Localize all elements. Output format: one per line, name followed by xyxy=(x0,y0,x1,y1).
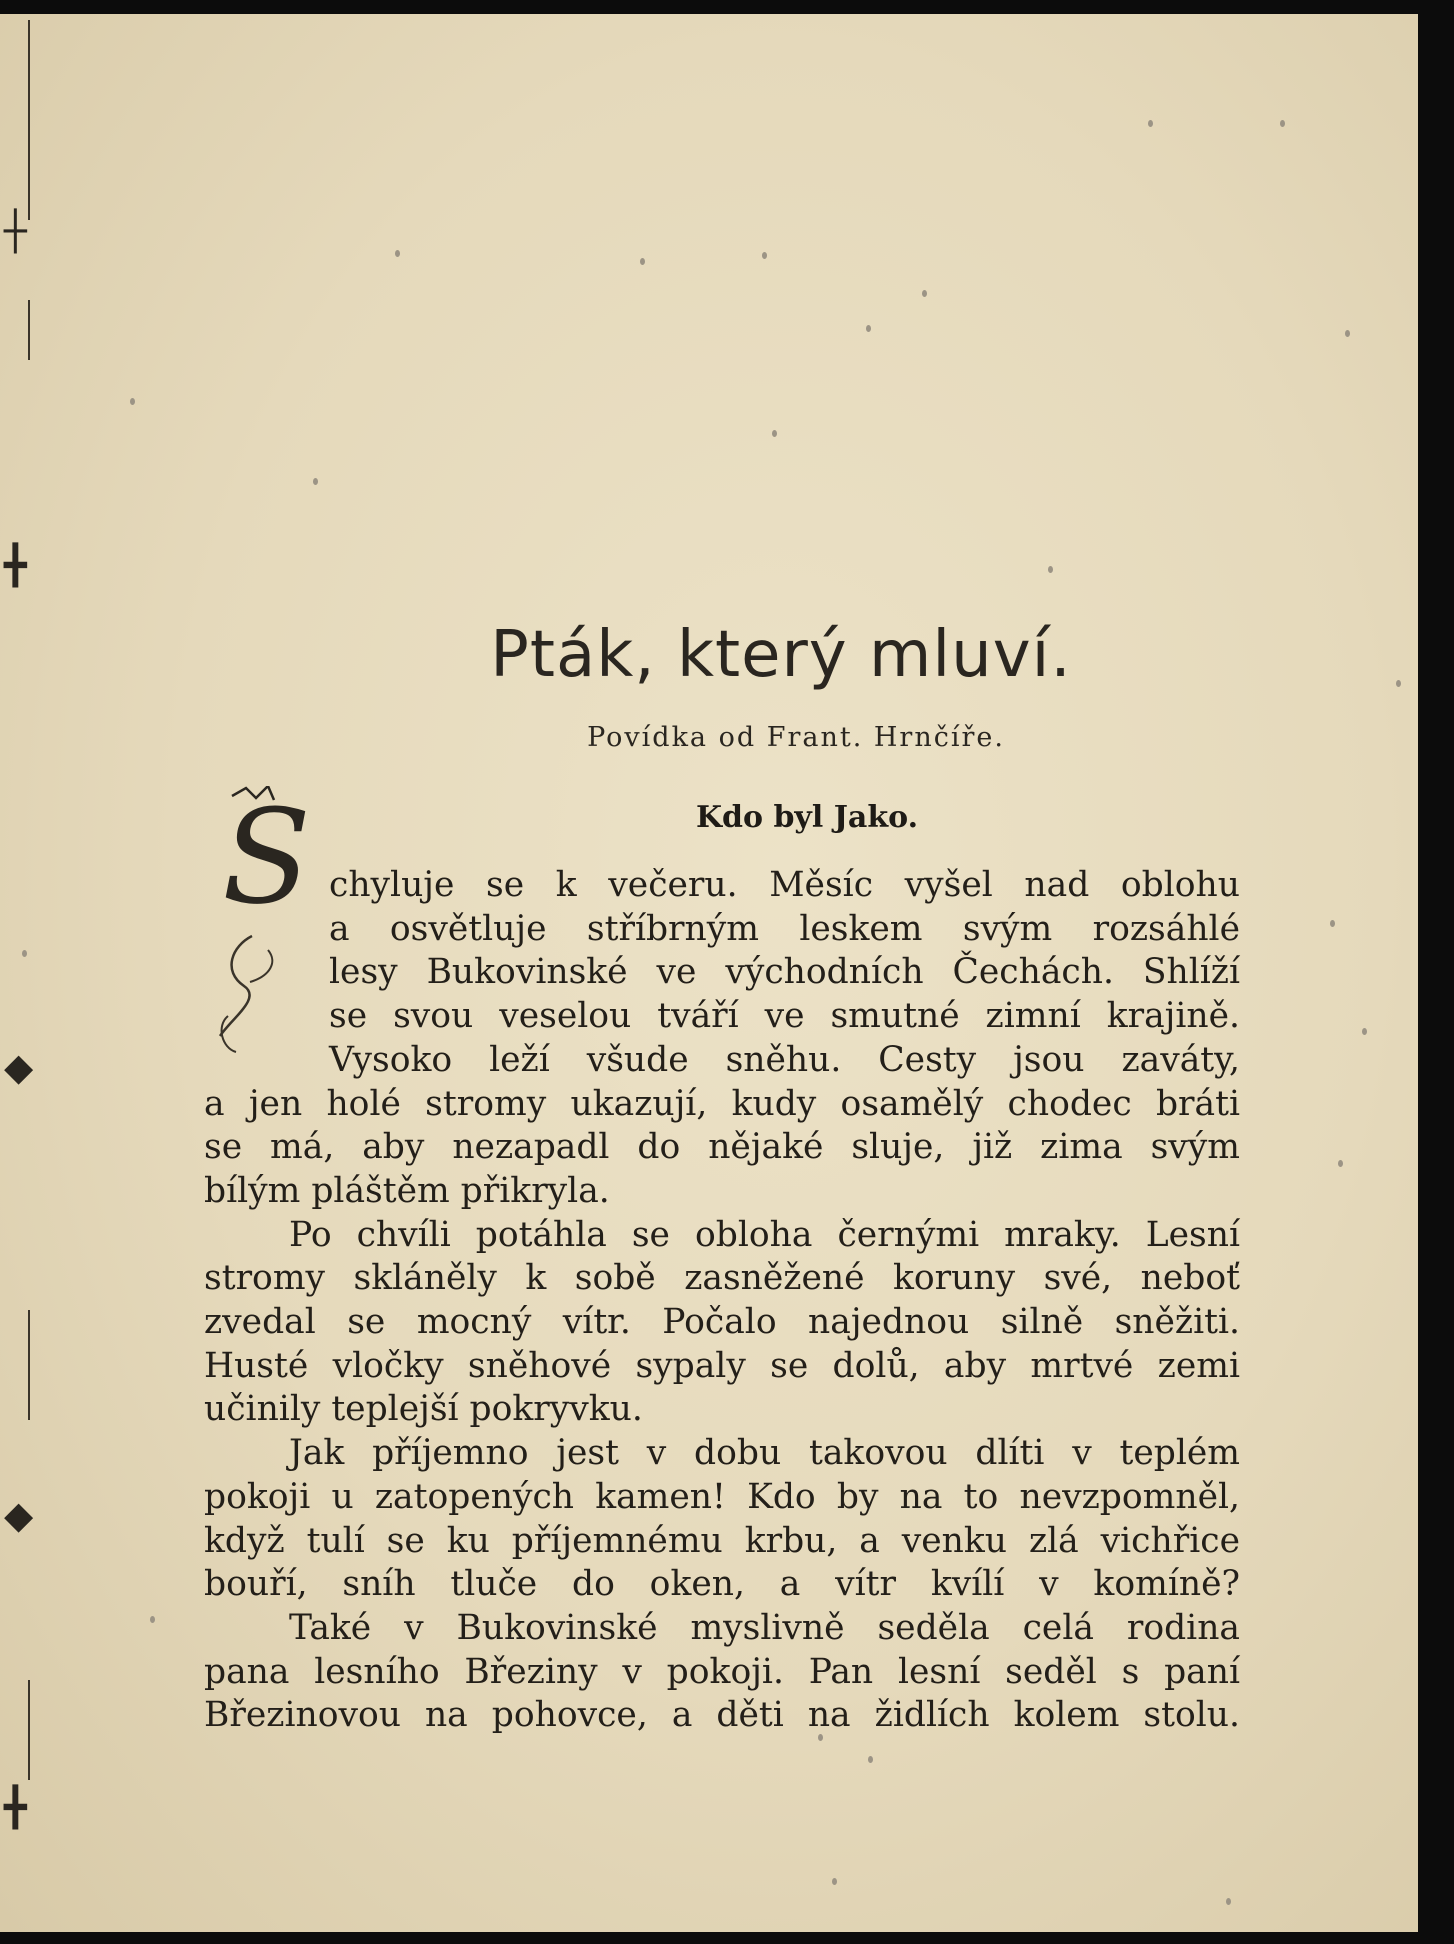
text-line: Vysoko leží všude sněhu. Cesty jsou zaváty, xyxy=(329,1039,1240,1080)
text-line: když tulí se ku příjemnému krbu, a venku zlá vichřice xyxy=(204,1520,1240,1561)
paper-speck xyxy=(868,1756,873,1763)
text-line: učinily teplejší pokryvku. xyxy=(204,1389,643,1430)
text-line: stromy skláněly k sobě zasněžené koruny své, neboť xyxy=(204,1258,1240,1299)
scan-border-right xyxy=(1418,0,1454,1944)
text-line: Také v Bukovinské myslivně seděla celá rodina xyxy=(289,1607,1240,1648)
binding-mark-icon: ◆ xyxy=(4,1493,34,1537)
text-line: a jen holé stromy ukazují, kudy osamělý chodec bráti xyxy=(204,1083,1240,1124)
paper-speck xyxy=(1362,1028,1367,1035)
text-line: pokoji u zatopených kamen! Kdo by na to nevzpomněl, xyxy=(204,1476,1240,1517)
paper-speck xyxy=(1345,330,1350,337)
text-line: a osvětluje stříbrným leskem svým rozsáhlé xyxy=(329,908,1240,949)
binding-mark-icon: ┼ xyxy=(4,209,27,253)
binding-mark-icon: ╋ xyxy=(4,543,27,587)
paper-speck xyxy=(150,1616,155,1623)
text-line: bílým pláštěm přikryla. xyxy=(204,1170,610,1211)
binding-line xyxy=(28,1310,30,1420)
story-byline: Povídka od Frant. Hrnčíře. xyxy=(587,722,1005,753)
text-line: chyluje se k večeru. Měsíc vyšel nad oblohu xyxy=(329,865,1240,905)
paper-speck xyxy=(762,252,767,259)
text-line: bouří, sníh tluče do oken, a vítr kvílí v komíně? xyxy=(204,1564,1240,1605)
text-line: Po chvíli potáhla se obloha černými mraky. Lesní xyxy=(289,1214,1240,1255)
paper-speck xyxy=(640,258,645,265)
text-line: se svou veselou tváří ve smutné zimní krajině. xyxy=(329,996,1240,1037)
scan-border-top xyxy=(0,0,1454,14)
paper-speck xyxy=(922,290,927,297)
binding-line xyxy=(28,20,30,220)
text-line: Jak příjemno jest v dobu takovou dlíti v teplém xyxy=(289,1433,1240,1474)
paper-speck xyxy=(313,478,318,485)
binding-line xyxy=(28,300,30,360)
scan-border-bottom xyxy=(0,1932,1454,1944)
binding-mark-icon: ◆ xyxy=(4,1045,34,1089)
paper-speck xyxy=(866,325,871,332)
story-body xyxy=(204,864,1240,1738)
paper-speck xyxy=(1280,120,1285,127)
chapter-heading: Kdo byl Jako. xyxy=(695,800,919,835)
paper-speck xyxy=(772,430,777,437)
paper-speck xyxy=(1338,1160,1343,1167)
text-line: zvedal se mocný vítr. Počalo najednou silně sněžiti. xyxy=(204,1302,1240,1343)
paper-speck xyxy=(395,250,400,257)
paper-speck xyxy=(22,950,27,957)
text-line: pana lesního Březiny v pokoji. Pan lesní seděl s paní xyxy=(204,1651,1240,1692)
paper-speck xyxy=(1330,920,1335,927)
text-line: lesy Bukovinské ve východních Čechách. Shlíží xyxy=(329,952,1240,993)
text-line: Husté vločky sněhové sypaly se dolů, aby mrtvé zemi xyxy=(204,1345,1240,1386)
paper-speck xyxy=(130,398,135,405)
text-line: Březinovou na pohovce, a děti na židlích kolem stolu. xyxy=(204,1695,1240,1736)
paper-speck xyxy=(1148,120,1153,127)
paper-speck xyxy=(832,1878,837,1885)
drop-cap-letter: S xyxy=(222,781,312,933)
paper-speck xyxy=(1226,1898,1231,1905)
binding-mark-icon: ╋ xyxy=(4,1785,27,1829)
paper-speck xyxy=(1048,566,1053,573)
text-line: se má, aby nezapadl do nějaké sluje, již zima svým xyxy=(204,1127,1240,1168)
binding-line xyxy=(28,1680,30,1780)
story-title: Pták, který mluví. xyxy=(490,618,1072,692)
